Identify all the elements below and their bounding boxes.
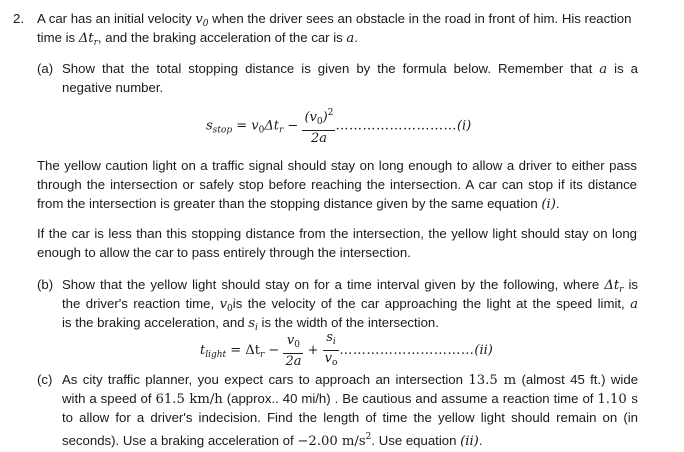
part-a-line-1: Show that the total stopping distance is given by the formula below. Remember that a is a [62, 61, 639, 77]
equation-ii-fraction-1: $\frac{v_0}{2a}$ [285, 332, 302, 369]
part-c-line-1: As city traffic planner, you expect cars to approach an intersection 13.5 m (almost 45 ft.) wide [62, 372, 639, 388]
part-b-line-1: Show that the yellow light should stay on for a time interval given by the following, where $\Delta t_r$ is [62, 277, 638, 295]
part-c-line-3: to allow for a driver's indecision. Find the length of time the yellow light should remain on (in [62, 410, 638, 425]
para1-line-3: from the intersection is greater than the stopping distance given by the same equation (i). [37, 196, 560, 212]
equation-ii: $t_{light} = \Delta t_r$ − $\frac{v_0}{2a}$ + $\frac{s_i}{v_o}$ …………………………(ii) [200, 330, 493, 371]
para1-line-2: through the intersection or safely stop before reaching the intersection. A car can stop if its distance [37, 177, 637, 192]
para2-line-2: enough to allow the car to pass entirely through the intersection. [37, 245, 411, 260]
part-b-label: (b) [37, 277, 54, 292]
equation-ii-fraction-2: $\frac{s_i}{v_o}$ [324, 330, 338, 368]
part-c-line-2: with a speed of 61.5 km/h (approx.. 40 mi/h) . Be cautious and assume a reaction time of 1.10 s [62, 391, 638, 407]
part-a-label: (a) [37, 61, 54, 76]
part-b-line-3: is the braking acceleration, and $s_i$ is the width of the intersection. [62, 315, 439, 333]
problem-number: 2. [13, 11, 24, 26]
intro-line-1: A car has an initial velocity $v_0$ when the driver sees an obstacle in the road in front of him. His reaction [37, 11, 632, 29]
part-c-label: (c) [37, 372, 53, 387]
part-a-line-2: negative number. [62, 80, 164, 95]
intro-line-2: time is $\Delta t_r$, and the braking acceleration of the car is a. [37, 30, 358, 48]
para2-line-1: If the car is less than this stopping distance from the intersection, the yellow light should stay on long [37, 226, 637, 241]
part-b-line-2: the driver's reaction time, $v_0is$ the velocity of the car approaching the light at the speed limit, a [62, 296, 638, 314]
part-c-line-4: seconds). Use a braking acceleration of −2.00 $m/s^2$. Use equation (ii). [62, 432, 483, 449]
equation-i: $s_{stop} = v_0\Delta t_r$ − $\frac{(v_0)^2}{2a}$ ………………………(i) [206, 108, 472, 146]
para1-line-1: The yellow caution light on a traffic signal should stay on long enough to allow a driver to either pass [37, 158, 637, 173]
equation-i-fraction: $\frac{(v_0)^2}{2a}$ [304, 108, 334, 146]
